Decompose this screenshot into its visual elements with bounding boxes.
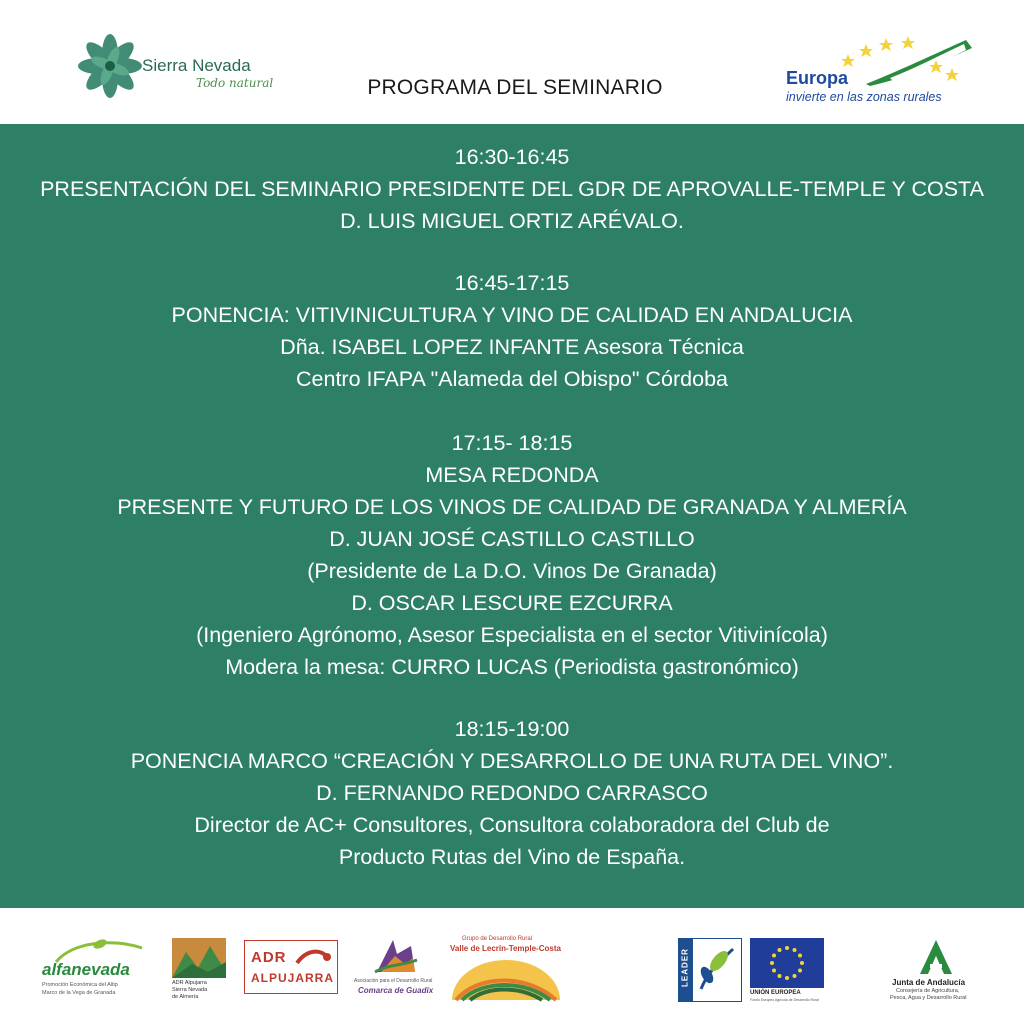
session-1-title: PRESENTACIÓN DEL SEMINARIO PRESIDENTE DEL GDR DE APROVALLE-TEMPLE Y COSTA: [40, 177, 984, 201]
eu-fund: Fondo Europeo Agrícola de Desarrollo Rural: [750, 998, 819, 1002]
leader-emblem: [692, 938, 742, 1002]
alfanevada-logo: [42, 934, 154, 1004]
lecrin-line-1: Grupo de Desarrollo Rural: [462, 936, 533, 942]
sierra-nevada-name: Sierra Nevada: [142, 56, 251, 75]
adr-alpujarra-abbr: ADR: [251, 949, 287, 966]
adr-sierra-line-3: de Almería: [172, 994, 199, 1000]
junta-dept-2: Pesca, Agua y Desarrollo Rural: [890, 995, 967, 1001]
junta-andalucia-logo: [888, 936, 984, 1012]
landscape-icon: [371, 936, 421, 974]
alfanevada-sub-2: Marco de la Vega de Granada: [42, 990, 116, 996]
adr-alpujarra-logo: [244, 940, 338, 994]
session-3-moderator: Moderа la mesa: CURRO LUCAS (Periodista gastronómico): [225, 655, 799, 679]
page-title: PROGRAMA DEL SEMINARIO: [367, 76, 663, 99]
adr-sierra-line-1: ADR Alpujarra: [172, 980, 207, 986]
eu-label: UNIÓN EUROPEA: [750, 990, 801, 996]
alfanevada-sub-1: Promoción Económica del Altip: [42, 982, 118, 988]
session-4-title: PONENCIA MARCO “CREACIÓN Y DESARROLLO DE UNA RUTA DEL VINO”.: [130, 749, 894, 773]
session-4-time: 18:15-19:00: [454, 717, 570, 741]
adr-alpujarra-name: ALPUJARRA: [251, 971, 335, 985]
junta-dept-1: Consejería de Agricultura,: [896, 988, 960, 994]
swirl-icon: [293, 945, 333, 969]
session-4-role-line-1: Director de AC+ Consultores, Consultora colaboradora del Club de: [194, 813, 830, 837]
leader-band: [678, 938, 692, 1002]
guadix-line-1: Asociación para el Desarrollo Rural: [354, 978, 433, 984]
guadix-line-2: Comarca de Guadix: [358, 986, 434, 995]
europa-tagline: invierte en las zonas rurales: [786, 90, 942, 104]
eu-stars-swoosh-icon: [826, 34, 976, 86]
sierra-nevada-logo: [78, 34, 278, 104]
session-4-speaker: D. FERNANDO REDONDO CARRASCO: [316, 781, 708, 805]
flower-icon: [78, 34, 142, 98]
guadix-logo: [354, 936, 438, 1002]
session-1-time: 16:30-16:45: [454, 145, 570, 169]
session-2-title: PONENCIA: VITIVINICULTURA Y VINO DE CALIDAD EN ANDALUCIA: [171, 303, 853, 327]
session-3-speaker-1-role: (Presidente de La D.O. Vinos De Granada): [307, 559, 717, 583]
session-3-speaker-2: D. OSCAR LESCURE EZCURRA: [351, 591, 673, 615]
footer-logos: [0, 908, 1024, 1024]
adr-sierra-line-2: Sierra Nevada: [172, 987, 208, 993]
session-2-speaker: Dña. ISABEL LOPEZ INFANTE Asesora Técnica: [280, 335, 744, 359]
europa-logo: [786, 34, 976, 114]
europa-word: Europa: [786, 68, 849, 88]
mountains-icon: [172, 938, 226, 978]
seedling-icon: [693, 939, 739, 999]
junta-name: Junta de Andalucía: [892, 978, 966, 987]
leader-logo: [678, 938, 742, 1002]
session-3-time: 17:15- 18:15: [451, 431, 573, 455]
session-2-time: 16:45-17:15: [454, 271, 570, 295]
session-4-role-line-2: Producto Rutas del Vino de España.: [338, 845, 686, 869]
lecrin-logo: [448, 936, 564, 1002]
sierra-nevada-tagline: Todo natural: [196, 76, 274, 90]
eu-flag-icon: [750, 938, 824, 988]
alfanevada-name: alfanevada: [42, 960, 130, 979]
session-3-label: MESA REDONDA: [425, 463, 599, 487]
leader-text: LEADER: [680, 948, 690, 987]
session-2-affiliation: Centro IFAPA "Alameda del Obispo" Córdoba: [296, 367, 728, 391]
session-3-speaker-2-role: (Ingeniero Agrónomo, Asesor Especialista en el sector Vitivinícola): [196, 623, 828, 647]
header: [0, 0, 1024, 124]
sunrise-hills-icon: [448, 956, 564, 1002]
session-3-speaker-1: D. JUAN JOSÉ CASTILLO CASTILLO: [329, 527, 695, 551]
adr-sierra-nevada-logo: [172, 938, 226, 1004]
lecrin-line-2: Valle de Lecrín-Temple-Costa: [450, 944, 561, 953]
session-1-speaker: D. LUIS MIGUEL ORTIZ ARÉVALO.: [340, 209, 684, 233]
junta-a-icon: [916, 936, 956, 976]
program-panel: [0, 124, 1024, 908]
session-3-title: PRESENTE Y FUTURO DE LOS VINOS DE CALIDAD DE GRANADA Y ALMERÍA: [117, 495, 907, 519]
eu-flag-logo: [750, 938, 824, 1008]
